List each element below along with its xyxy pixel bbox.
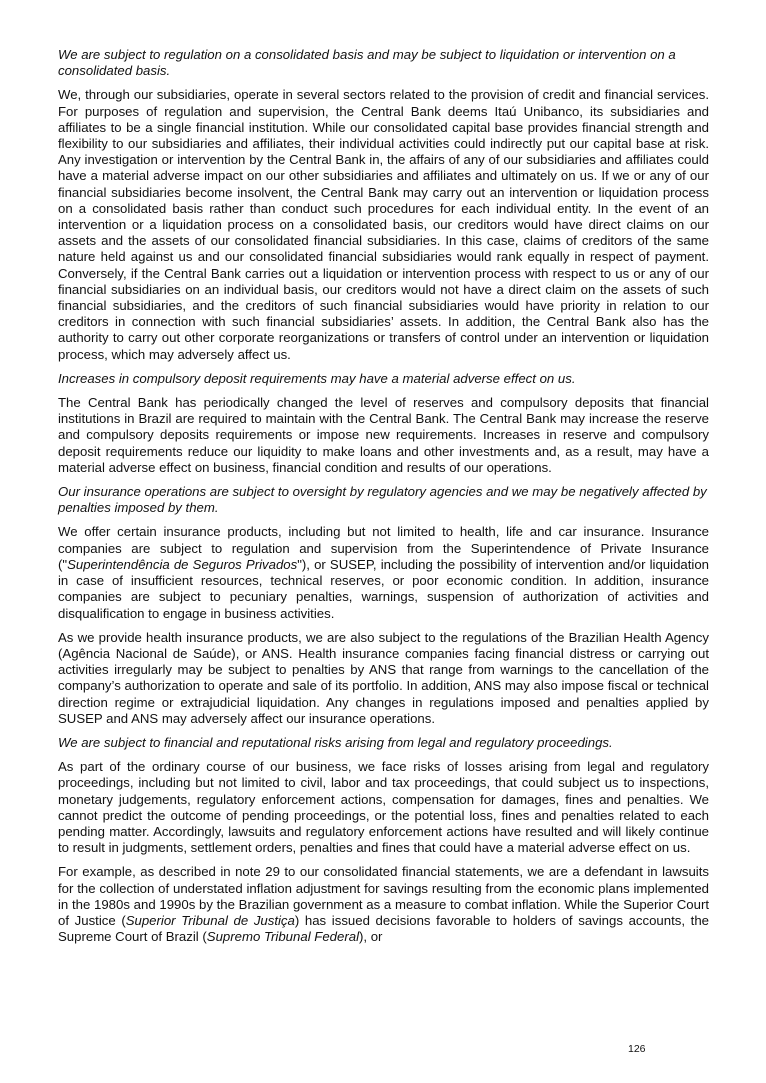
italic-term: Supremo Tribunal Federal xyxy=(206,929,359,945)
paragraph xyxy=(58,524,709,621)
text-run: For example, as described in note 29 to our consolidated financial statements, we are a defendant in lawsuits for the collection of understated inflation adjustment for savings resulting from the economic plans implemented in the 1980s and 1990s by the Brazilian government as a measure to combat inflation. While the Superior Court of Justice ( xyxy=(58,864,709,928)
italic-term: Superior Tribunal de Justiça xyxy=(125,912,295,928)
paragraph: As we provide health insurance products, we are also subject to the regulations of the Brazilian Health Agency (Agência Nacional de Saúde), or ANS. Health insurance companies facing financial distress or carrying out activities irregularly may be subject to penalties by ANS that range from warnings to the cancellation of the company’s authorization to operate and sale of its portfolio. In addition, ANS may also impose fiscal or technical direction regime or extrajudicial liquidation. Any changes in regulations imposed and penalties applied by SUSEP and ANS may adversely affect our insurance operations. xyxy=(58,629,709,726)
paragraph: We, through our subsidiaries, operate in several sectors related to the provision of credit and financial services. For purposes of regulation and supervision, the Central Bank deems Itaú Unibanco, its subsidiaries and affiliates to be a single financial institution. While our consolidated capital base provides financial strength and flexibility to our subsidiaries and affiliates, their individual activities could indirectly put our capital base at risk. Any investigation or intervention by the Central Bank in, the affairs of any of our subsidiaries and affiliates could have a material adverse impact on our other subsidiaries and affiliates and ultimately on us. If we or any of our financial subsidiaries become insolvent, the Central Bank may carry out an intervention or liquidation process on a consolidated basis rather than conduct such procedures for each individual entity. In the event of an intervention or a liquidation process on a consolidated basis, our creditors would have direct claims on our assets and the assets of our consolidated financial subsidiaries. In this case, claims of creditors of the same nature held against us and our consolidated financial subsidiaries would rank equally in respect of payment. Conversely, if the Central Bank carries out a liquidation or intervention process with respect to us or any of our financial subsidiaries on an individual basis, our creditors would not have a direct claim on the assets of such financial subsidiaries, and the creditors of such financial subsidiaries would have priority in relation to our creditors in connection with such financial subsidiaries’ assets. In addition, the Central Bank also has the authority to carry out other corporate reorganizations or transfers of control under an intervention or liquidation process, which may adversely affect us. xyxy=(58,87,709,362)
paragraph: The Central Bank has periodically changed the level of reserves and compulsory deposits that financial institutions in Brazil are required to maintain with the Central Bank. The Central Bank may increase the reserve and compulsory deposits requirements or impose new requirements. Increases in reserve and compulsory deposit requirements reduce our liquidity to make loans and other investments and, as a result, may have a material adverse effect on business, financial condition and results of our operations. xyxy=(58,395,709,475)
section-heading: We are subject to financial and reputational risks arising from legal and regulatory proceedings. xyxy=(58,734,613,750)
text-run: ) has issued decisions favorable to holders of savings accounts, the Supreme Court of Brazil ( xyxy=(58,912,709,945)
text-run: "), or SUSEP, including the possibility of intervention and/or liquidation in case of insufficient resources, technical reserves, or poor economic condition. In addition, insurance companies are subject to pecuniary penalties, warnings, suspension of authorization of activities and disqualification to engage in business activities. xyxy=(58,556,709,621)
paragraph xyxy=(58,864,709,945)
italic-term: Superintendência de Seguros Privados xyxy=(67,556,298,572)
document-page xyxy=(58,47,709,953)
text-run: ), or xyxy=(359,929,383,945)
section-heading: Our insurance operations are subject to oversight by regulatory agencies and we may be negatively affected by penalties imposed by them. xyxy=(58,484,707,516)
page-number: 126 xyxy=(628,1043,646,1055)
paragraph: As part of the ordinary course of our business, we face risks of losses arising from legal and regulatory proceedings, including but not limited to civil, labor and tax proceedings, that could subject us to inspections, monetary judgements, regulatory enforcement actions, compensation for damages, fines and penalties. We cannot predict the outcome of pending proceedings, or the potential loss, fines and penalties related to each pending matter. Accordingly, lawsuits and regulatory enforcement actions have resulted and will likely continue to result in judgments, settlement orders, penalties and fines that could have a material adverse effect on us. xyxy=(58,759,709,856)
section-heading: Increases in compulsory deposit requirements may have a material adverse effect on us. xyxy=(58,370,576,386)
text-run: We offer certain insurance products, including but not limited to health, life and car insurance. Insurance companies are subject to regulation and supervision from the Superintendence of Private Insurance (" xyxy=(58,524,709,572)
section-heading: We are subject to regulation on a consolidated basis and may be subject to liquidation or intervention on a consolidated basis. xyxy=(58,47,676,79)
